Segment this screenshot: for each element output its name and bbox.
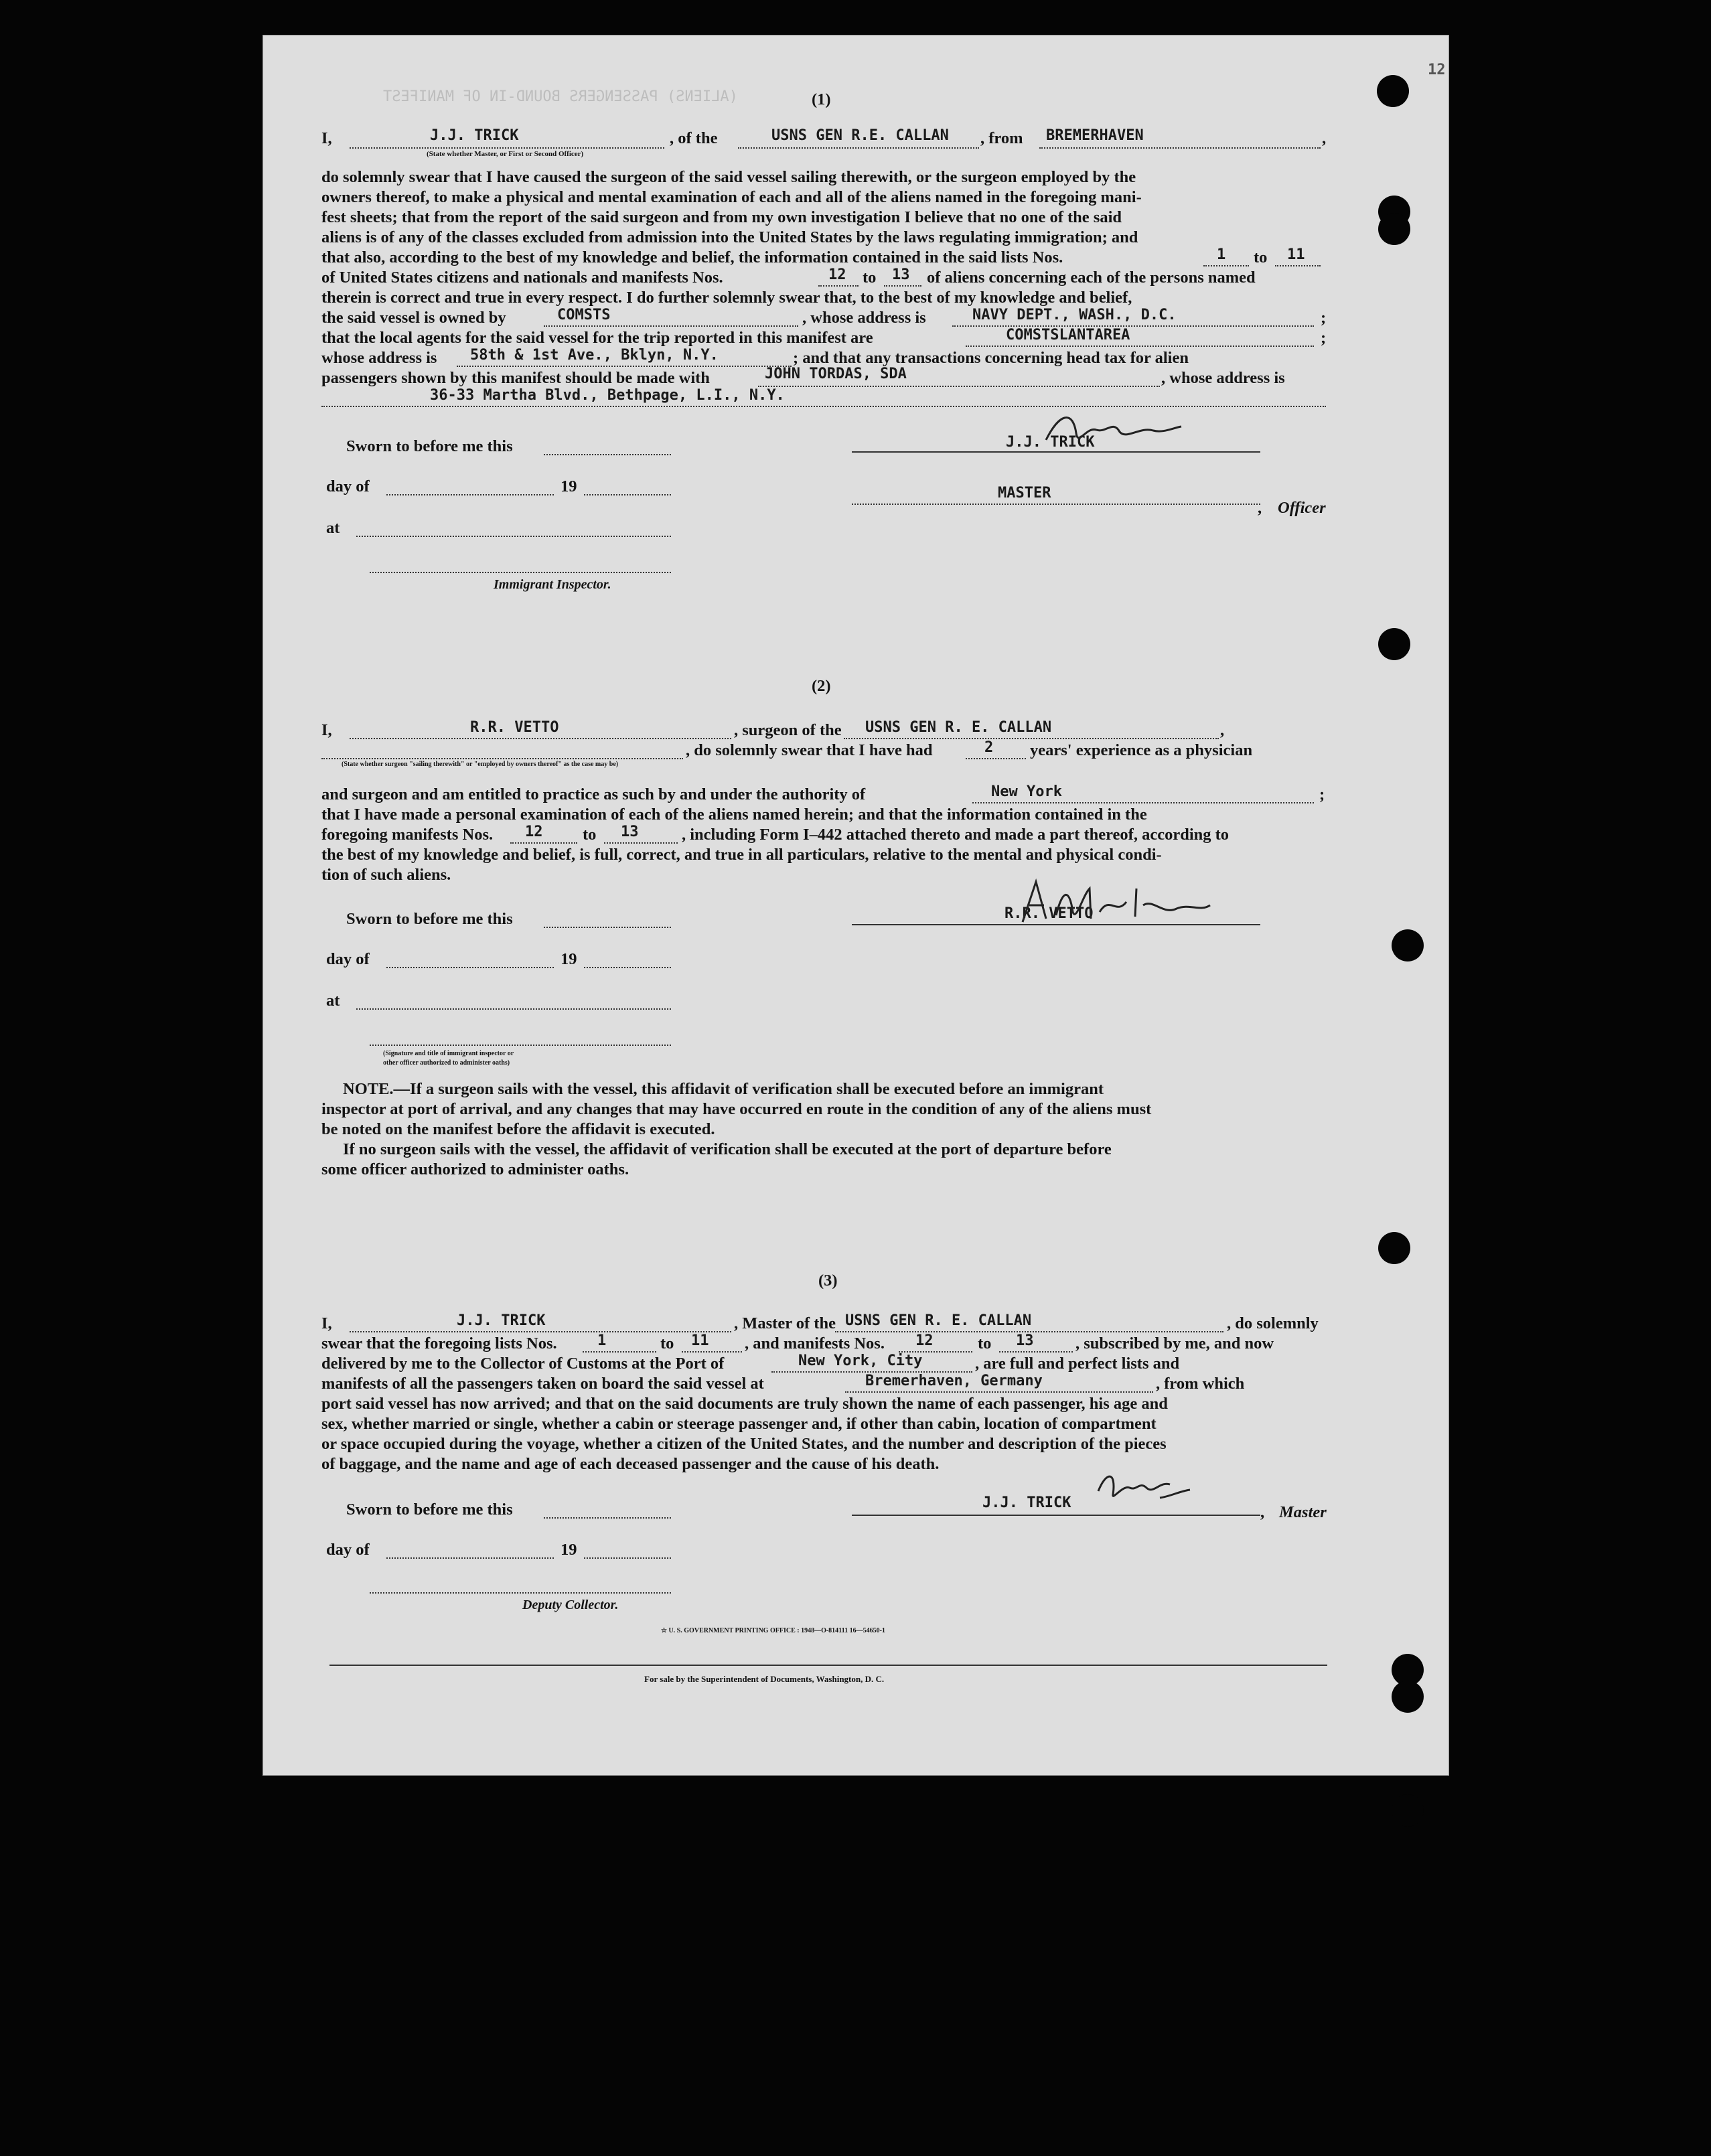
s1-year: 19 xyxy=(561,477,577,495)
s1-line-1: do solemnly swear that I have caused the surgeon of the said vessel sailing therewith, or the surgeon employed by the xyxy=(321,168,1136,186)
s3-lists-to: 11 xyxy=(691,1332,709,1349)
label-swear-lists: swear that the foregoing lists Nos. xyxy=(321,1334,557,1353)
s1-line-6: of United States citizens and nationals and manifests Nos. xyxy=(321,268,723,287)
s3-year: 19 xyxy=(561,1541,577,1559)
comma-vessel: , xyxy=(1220,721,1225,739)
label-to: to xyxy=(1254,248,1268,266)
vessel-name: USNS GEN R.E. CALLAN xyxy=(771,127,949,144)
agents-address: 58th & 1st Ave., Bklyn, N.Y. xyxy=(470,347,719,364)
note-line-5: some officer authorized to administer oaths. xyxy=(321,1160,629,1178)
punch-hole xyxy=(1392,1794,1424,1827)
label-years-exp: years' experience as a physician xyxy=(1030,741,1253,759)
label-manifests-all: manifests of all the passengers taken on board the said vessel at xyxy=(321,1375,764,1393)
comma-officer: , xyxy=(1258,499,1262,517)
comma: , xyxy=(1322,129,1327,147)
label-full-perfect: , are full and perfect lists and xyxy=(975,1355,1180,1373)
label-to-2: to xyxy=(863,268,877,287)
surgeon-caption: (State whether surgeon "sailing therewith" or "employed by owners thereof" as the case may be) xyxy=(342,761,619,768)
surgeon-years: 2 xyxy=(984,739,994,756)
manifest-page xyxy=(263,35,1449,1776)
immigrant-inspector: Immigrant Inspector. xyxy=(494,577,611,592)
officer-caption: (State whether Master, or First or Second Officer) xyxy=(427,150,584,158)
s3-line-1: port said vessel has now arrived; and that on the said documents are truly shown the name of each passenger, his age and xyxy=(321,1395,1168,1413)
s1-day-of: day of xyxy=(326,477,370,495)
signature-vetto xyxy=(1016,875,1217,929)
label-whose-address: , whose address is xyxy=(802,309,926,327)
punch-hole xyxy=(1392,929,1424,961)
section2-number: (2) xyxy=(812,677,831,695)
s2-signature-name: R.R. VETTO xyxy=(1005,905,1094,922)
s2-manifests-to: 13 xyxy=(621,824,639,840)
punch-hole xyxy=(1378,1232,1410,1264)
punch-hole xyxy=(1378,628,1410,660)
s1-title: MASTER xyxy=(998,485,1051,502)
s1-line-3: fest sheets; that from the report of the said surgeon and from my own investigation I believe that no one of the said xyxy=(321,208,1122,226)
lists-to: 11 xyxy=(1287,246,1305,263)
s2-line-a: that I have made a personal examination of each of the aliens named herein; and that the information contained in the xyxy=(321,805,1147,824)
owner-address: NAVY DEPT., WASH., D.C. xyxy=(972,307,1177,323)
label-owned-by: the said vessel is owned by xyxy=(321,309,506,327)
label-from-which: , from which xyxy=(1156,1375,1245,1393)
note-line-2: inspector at port of arrival, and any changes that may have occurred en route in the condition of any of the aliens must xyxy=(321,1100,1152,1118)
s3-day-of: day of xyxy=(326,1541,370,1559)
s2-sworn: Sworn to before me this xyxy=(346,910,513,928)
s1-line-4: aliens is of any of the classes excluded from admission into the United States by the laws regulating immigration; and xyxy=(321,228,1138,246)
label-i: I, xyxy=(321,129,332,147)
officer-name: J.J. TRICK xyxy=(430,127,519,144)
head-tax-contact: JOHN TORDAS, SDA xyxy=(765,366,907,382)
s2-manifests-from: 12 xyxy=(525,824,543,840)
label-whose-address-3: , whose address is xyxy=(1161,369,1285,387)
s1-line-5: that also, according to the best of my knowledge and belief, the information contained in the said lists Nos. xyxy=(321,248,1063,266)
label-of-the: , of the xyxy=(670,129,718,147)
s3-port: New York, City xyxy=(798,1353,923,1369)
label-subscribed: , subscribed by me, and now xyxy=(1075,1334,1274,1353)
gpo-line: ☆ U. S. GOVERNMENT PRINTING OFFICE : 1948—O-814111 16—54650-1 xyxy=(661,1627,885,1634)
note-line-1: NOTE.—If a surgeon sails with the vessel, this affidavit of verification shall be executed before an immigrant xyxy=(343,1080,1104,1098)
punch-hole xyxy=(1378,213,1410,245)
semicolon-3: ; xyxy=(1319,785,1325,803)
label-foregoing: foregoing manifests Nos. xyxy=(321,826,494,844)
page-number: 12 xyxy=(1428,62,1446,78)
s3-manifests-from: 12 xyxy=(915,1332,934,1349)
label-to-4: to xyxy=(660,1334,674,1353)
punch-hole xyxy=(1377,75,1409,107)
surgeon-vessel: USNS GEN R. E. CALLAN xyxy=(865,719,1052,736)
master-name: J.J. TRICK xyxy=(457,1312,546,1329)
s1-at: at xyxy=(326,519,340,537)
manifests-from: 12 xyxy=(828,266,846,283)
s2-line-c: the best of my knowledge and belief, is full, correct, and true in all particulars, relative to the mental and physical condi- xyxy=(321,846,1162,864)
manifest-tail: of aliens concerning each of the persons named xyxy=(927,268,1256,287)
deputy-collector: Deputy Collector. xyxy=(522,1598,619,1612)
s3-boarded-at: Bremerhaven, Germany xyxy=(865,1373,1043,1389)
s1-sworn: Sworn to before me this xyxy=(346,437,513,455)
s2-line-d: tion of such aliens. xyxy=(321,866,451,884)
lists-from: 1 xyxy=(1217,246,1226,263)
label-i-3: I, xyxy=(321,1314,332,1332)
s3-sworn: Sworn to before me this xyxy=(346,1500,513,1519)
s1-signature-name: J.J. TRICK xyxy=(1006,434,1095,451)
s2-sig-caption-2: other officer authorized to administer oaths) xyxy=(383,1059,510,1067)
s1-line-7: therein is correct and true in every respect. I do further solemnly swear that, to the best of my knowledge and belief, xyxy=(321,289,1132,307)
section1-number: (1) xyxy=(812,90,831,108)
label-master-of: , Master of the xyxy=(734,1314,836,1332)
label-solemnly: , do solemnly swear that I have had xyxy=(686,741,933,759)
label-from: , from xyxy=(980,129,1023,147)
label-head-tax: ; and that any transactions concerning head tax for alien xyxy=(793,349,1189,367)
section3-number: (3) xyxy=(818,1272,838,1290)
port-from: BREMERHAVEN xyxy=(1046,127,1144,144)
manifests-to: 13 xyxy=(892,266,910,283)
authority: New York xyxy=(991,783,1062,800)
surgeon-name: R.R. VETTO xyxy=(470,719,559,736)
label-delivered: delivered by me to the Collector of Customs at the Port of xyxy=(321,1355,725,1373)
punch-hole xyxy=(1392,1681,1424,1713)
label-local-agents: that the local agents for the said vessel for the trip reported in this manifest are xyxy=(321,329,873,347)
bleed-through-text: (ALIENS) PASSENGERS BOUND-IN OF MANIFEST xyxy=(383,88,738,105)
s3-line-2: sex, whether married or single, whether a cabin or steerage passenger and, if other than cabin, location of compartment xyxy=(321,1415,1157,1433)
label-i-2: I, xyxy=(321,721,332,739)
label-surgeon-of: , surgeon of the xyxy=(734,721,842,739)
comma-master: , xyxy=(1260,1503,1265,1521)
note-line-3: be noted on the manifest before the affidavit is executed. xyxy=(321,1120,715,1138)
owner: COMSTS xyxy=(557,307,611,323)
s3-lists-from: 1 xyxy=(597,1332,607,1349)
label-whose-address-2: whose address is xyxy=(321,349,437,367)
s3-vessel: USNS GEN R. E. CALLAN xyxy=(845,1312,1032,1329)
note-line-4: If no surgeon sails with the vessel, the affidavit of verification shall be executed at the port of departure before xyxy=(343,1140,1112,1158)
semicolon: ; xyxy=(1321,309,1327,327)
for-sale-line: For sale by the Superintendent of Documents, Washington, D. C. xyxy=(644,1674,885,1684)
label-and-manifests: , and manifests Nos. xyxy=(745,1334,885,1353)
s3-line-4: of baggage, and the name and age of each deceased passenger and the cause of his death. xyxy=(321,1455,940,1473)
label-do-solemnly: , do solemnly xyxy=(1227,1314,1319,1332)
semicolon-2: ; xyxy=(1321,329,1327,347)
s3-manifests-to: 13 xyxy=(1016,1332,1034,1349)
s2-year: 19 xyxy=(561,950,577,968)
officer-word: Officer xyxy=(1278,499,1326,517)
label-to-3: to xyxy=(583,826,597,844)
master-word: Master xyxy=(1279,1503,1327,1521)
agents: COMSTSLANTAREA xyxy=(1006,327,1130,343)
label-to-5: to xyxy=(978,1334,992,1353)
label-entitled: and surgeon and am entitled to practice as such by and under the authority of xyxy=(321,785,866,803)
s2-line-b: , including Form I–442 attached thereto and made a part thereof, according to xyxy=(682,826,1230,844)
label-passengers-shown: passengers shown by this manifest should be made with xyxy=(321,369,710,387)
s2-at: at xyxy=(326,992,340,1010)
signature-trick-2 xyxy=(1093,1464,1193,1505)
s3-line-3: or space occupied during the voyage, whether a citizen of the United States, and the number and description of the pieces xyxy=(321,1435,1167,1453)
contact-address: 36-33 Martha Blvd., Bethpage, L.I., N.Y. xyxy=(430,387,785,404)
s2-sig-caption-1: (Signature and title of immigrant inspector or xyxy=(383,1050,514,1057)
s1-line-2: owners thereof, to make a physical and mental examination of each and all of the aliens named in the foregoing mani- xyxy=(321,188,1142,206)
signature-trick-1 xyxy=(1039,406,1187,453)
s2-day-of: day of xyxy=(326,950,370,968)
s3-signature-name: J.J. TRICK xyxy=(982,1494,1071,1511)
